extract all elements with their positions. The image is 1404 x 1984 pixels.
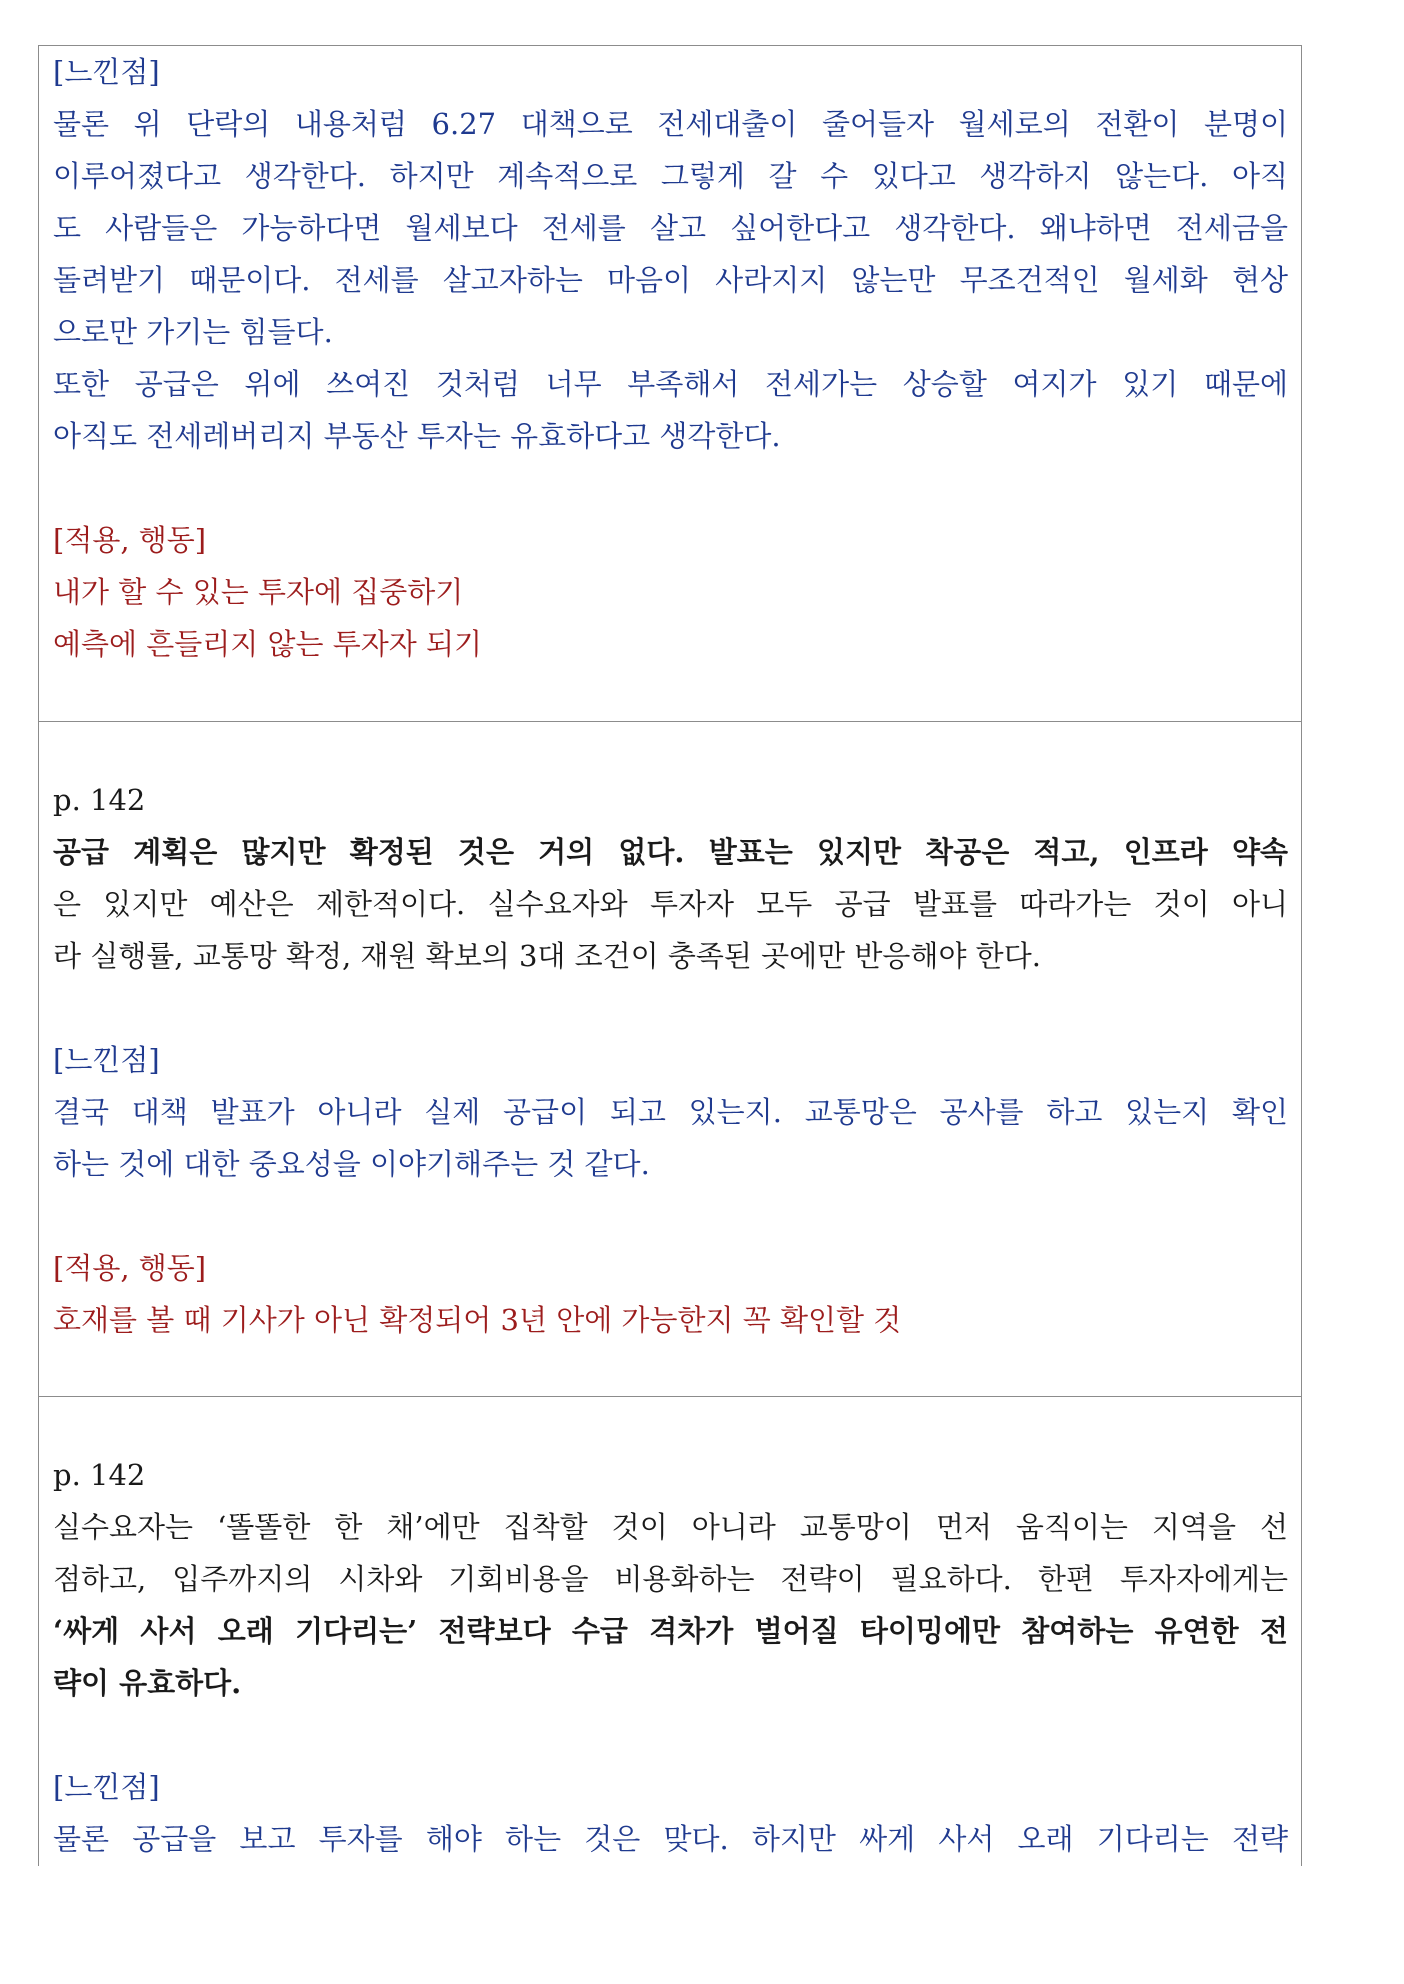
- quote-text-line: 략이 유효하다.: [53, 1666, 242, 1700]
- blank-line: [53, 722, 1288, 774]
- action-text-line: 예측에 흔들리지 않는 투자자 되기: [53, 627, 483, 661]
- note-block-1: [39, 46, 1301, 721]
- blank-line: [53, 1397, 1288, 1449]
- action-text-line: 내가 할 수 있는 투자에 집중하기: [53, 575, 464, 609]
- quote-text-line: 라 실행률, 교통망 확정, 재원 확보의 3대 조건이 충족된 곳에만 반응해야 한다.: [53, 939, 1041, 973]
- reflection-text-line: 이루어졌다고 생각한다. 하지만 계속적으로 그렇게 갈 수 있다고 생각하지 않는다. 아직: [53, 159, 1288, 193]
- quote-text-line: ‘싸게 사서 오래 기다리는’ 전략보다 수급 격차가 벌어질 타이밍에만 참여하는 유연한 전: [53, 1614, 1288, 1648]
- blank-line: [53, 982, 1288, 1034]
- note-block-3: [39, 1396, 1301, 1866]
- reflection-text-line: [느낀점]: [53, 1770, 160, 1804]
- reflection-text-line: [느낀점]: [53, 55, 160, 89]
- blank-line: [53, 1709, 1288, 1761]
- note-block-2: [39, 721, 1301, 1396]
- note-block-2-body: [53, 722, 1288, 1346]
- action-text-line: 호재를 볼 때 기사가 아닌 확정되어 3년 안에 가능한지 꼭 확인할 것: [53, 1303, 902, 1337]
- reflection-text-line: 물론 위 단락의 내용처럼 6.27 대책으로 전세대출이 줄어들자 월세로의 전환이 분명이: [53, 107, 1288, 141]
- quote-text-line: 점하고, 입주까지의 시차와 기회비용을 비용화하는 전략이 필요하다. 한편 투자자에게는: [53, 1562, 1288, 1596]
- reflection-text-line: 돌려받기 때문이다. 전세를 살고자하는 마음이 사라지지 않는만 무조건적인 월세화 현상: [53, 263, 1288, 297]
- quote-text-line: 은 있지만 예산은 제한적이다. 실수요자와 투자자 모두 공급 발표를 따라가는 것이 아니: [53, 887, 1288, 921]
- quote-text-line: p. 142: [53, 1458, 146, 1492]
- action-text-line: [적용, 행동]: [53, 1251, 207, 1285]
- quote-text-line: 공급 계획은 많지만 확정된 것은 거의 없다. 발표는 있지만 착공은 적고, 인프라 약속: [53, 835, 1288, 869]
- document-table: [38, 45, 1302, 1866]
- quote-text-line: 실수요자는 ‘똘똘한 한 채’에만 집착할 것이 아니라 교통망이 먼저 움직이는 지역을 선: [53, 1510, 1288, 1544]
- note-block-1-body: [53, 46, 1288, 670]
- action-text-line: [적용, 행동]: [53, 523, 207, 557]
- blank-line: [53, 462, 1288, 514]
- reflection-text-line: 하는 것에 대한 중요성을 이야기해주는 것 같다.: [53, 1147, 650, 1181]
- quote-text-line: p. 142: [53, 783, 146, 817]
- reflection-text-line: 으로만 가기는 힘들다.: [53, 315, 333, 349]
- reflection-text-line: 아직도 전세레버리지 부동산 투자는 유효하다고 생각한다.: [53, 419, 781, 453]
- note-block-3-body: [53, 1397, 1288, 1865]
- reflection-text-line: 결국 대책 발표가 아니라 실제 공급이 되고 있는지. 교통망은 공사를 하고 있는지 확인: [53, 1095, 1288, 1129]
- reflection-text-line: 또한 공급은 위에 쓰여진 것처럼 너무 부족해서 전세가는 상승할 여지가 있기 때문에: [53, 367, 1288, 401]
- reflection-text-line: [느낀점]: [53, 1043, 160, 1077]
- reflection-text-line: 도 사람들은 가능하다면 월세보다 전세를 살고 싶어한다고 생각한다. 왜냐하면 전세금을: [53, 211, 1288, 245]
- reflection-text-line: 물론 공급을 보고 투자를 해야 하는 것은 맞다. 하지만 싸게 사서 오래 기다리는 전략: [53, 1822, 1288, 1856]
- blank-line: [53, 1190, 1288, 1242]
